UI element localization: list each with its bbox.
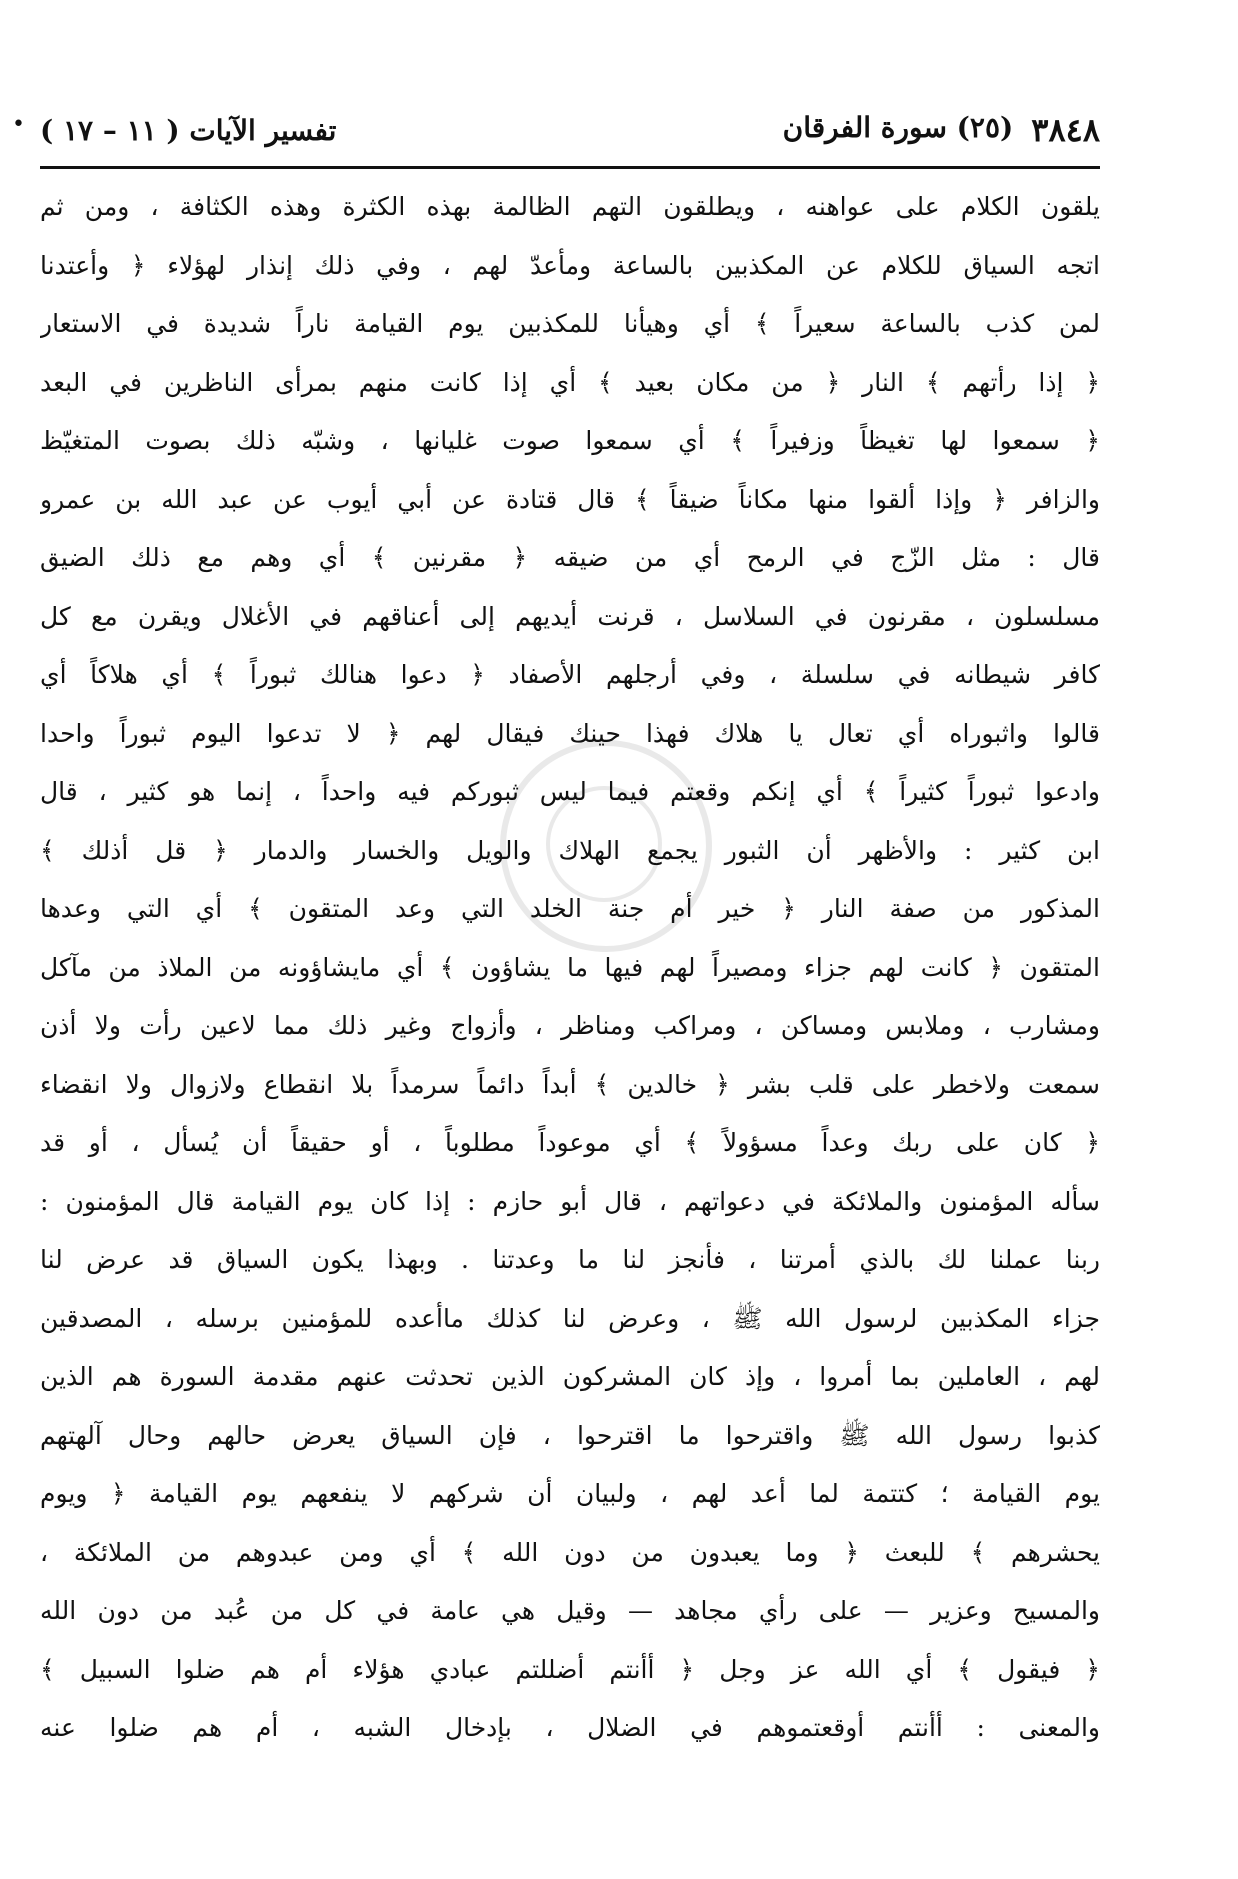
text-line: سأله المؤمنون والملائكة في دعواتهم ، قال أبو حازم : إذا كان يوم القيامة قال المؤمنون : xyxy=(40,1186,1100,1216)
header-divider xyxy=(40,166,1100,169)
text-line: سمعت ولاخطر على قلب بشر ﴿ خالدين ﴾ أبداً دائماً سرمداً بلا انقطاع ولازوال ولا انقضاء xyxy=(40,1069,1100,1099)
page-body xyxy=(40,178,1100,1758)
text-line: مسلسلون ، مقرنون في السلاسل ، قرنت أيديهم إلى أعناقهم في الأغلال ويقرن مع كل xyxy=(40,601,1100,631)
text-line: اتجه السياق للكلام عن المكذبين بالساعة ومأعدّ لهم ، وفي ذلك إنذار لهؤلاء ﴿ وأعتدنا xyxy=(40,250,1100,280)
section-title: تفسير الآيات ( ١١ – ١٧ ) xyxy=(40,113,337,147)
text-line: المتقون ﴿ كانت لهم جزاء ومصيراً لهم فيها ما يشاؤون ﴾ أي مايشاؤونه من الملاذ من مآكل xyxy=(40,952,1100,982)
text-line: والمسيح وعزير — على رأي مجاهد — وقيل هي عامة في كل من عُبد من دون الله xyxy=(40,1596,1100,1625)
text-line: ربنا عملنا لك بالذي أمرتنا ، فأنجز لنا ما وعدتنا . وبهذا يكون السياق قد عرض لنا xyxy=(40,1245,1100,1274)
text-line: المذكور من صفة النار ﴿ خير أم جنة الخلد التي وعد المتقون ﴾ أي التي وعدها xyxy=(40,894,1100,923)
text-line: كافر شيطانه في سلسلة ، وفي أرجلهم الأصفاد ﴿ دعوا هنالك ثبوراً ﴾ أي هلاكاً أي xyxy=(40,660,1100,689)
text-line: يوم القيامة ؛ كتتمة لما أعد لهم ، ولبيان أن شركهم لا ينفعهم يوم القيامة ﴿ ويوم xyxy=(40,1479,1100,1508)
text-line: يحشرهم ﴾ للبعث ﴿ وما يعبدون من دون الله ﴾ أي ومن عبدوهم من الملائكة ، xyxy=(40,1537,1100,1567)
text-line: لمن كذب بالساعة سعيراً ﴾ أي وهيأنا للمكذبين يوم القيامة ناراً شديدة في الاستعار xyxy=(40,309,1100,338)
text-line: ابن كثير : والأظهر أن الثبور يجمع الهلاك والويل والخسار والدمار ﴿ قل أذلك ﴾ xyxy=(40,835,1100,865)
text-line: ﴿ فيقول ﴾ أي الله عز وجل ﴿ أأنتم أضللتم عبادي هؤلاء أم هم ضلوا السبيل ﴾ xyxy=(40,1654,1100,1684)
text-line: والزافر ﴿ وإذا ألقوا منها مكاناً ضيقاً ﴾ قال قتادة عن أبي أيوب عن عبد الله بن عمرو xyxy=(40,484,1100,514)
text-line: ﴿ سمعوا لها تغيظاً وزفيراً ﴾ أي سمعوا صوت غليانها ، وشبّه ذلك بصوت المتغيّظ xyxy=(40,426,1100,455)
text-line: كذبوا رسول الله ﷺ واقترحوا ما اقترحوا ، فإن السياق يعرض حالهم وحال آلهتهم xyxy=(40,1420,1100,1450)
text-line: قالوا واثبوراه أي تعال يا هلاك فهذا حينك فيقال لهم ﴿ لا تدعوا اليوم ثبوراً واحدا xyxy=(40,718,1100,748)
page-number: ٣٨٤٨ xyxy=(1031,111,1100,149)
text-line: والمعنى : أأنتم أوقعتموهم في الضلال ، بإدخال الشبه ، أم هم ضلوا عنه xyxy=(40,1713,1100,1742)
text-line: ﴿ إذا رأتهم ﴾ النار ﴿ من مكان بعيد ﴾ أي إذا كانت منهم بمرأى الناظرين في البعد xyxy=(40,367,1100,397)
corner-dot: • xyxy=(12,112,25,137)
text-line: لهم ، العاملين بما أمروا ، وإذ كان المشركون الذين تحدثت عنهم مقدمة السورة هم الذين xyxy=(40,1362,1100,1391)
text-line: قال : مثل الزّج في الرمح أي من ضيقه ﴿ مقرنين ﴾ أي وهم مع ذلك الضيق xyxy=(40,543,1100,572)
header-right xyxy=(783,111,1100,149)
text-line: يلقون الكلام على عواهنه ، ويطلقون التهم الظالمة بهذه الكثرة وهذه الكثافة ، ومن ثم xyxy=(40,192,1100,221)
text-line: ﴿ كان على ربك وعداً مسؤولاً ﴾ أي موعوداً مطلوباً ، أو حقيقاً أن يُسأل ، أو قد xyxy=(40,1128,1100,1157)
text-line: جزاء المكذبين لرسول الله ﷺ ، وعرض لنا كذلك ماأعده للمؤمنين برسله ، المصدقين xyxy=(40,1303,1100,1333)
text-line: وادعوا ثبوراً كثيراً ﴾ أي إنكم وقعتم فيما ليس ثبوركم فيه واحداً ، إنما هو كثير ، قال xyxy=(40,777,1100,806)
surah-title: (٢٥) سورة الفرقان xyxy=(782,111,1014,144)
text-line: ومشارب ، وملابس ومساكن ، ومراكب ومناظر ، وأزواج وغير ذلك مما لاعين رأت ولا أذن xyxy=(40,1011,1100,1040)
page-header xyxy=(40,108,1100,152)
